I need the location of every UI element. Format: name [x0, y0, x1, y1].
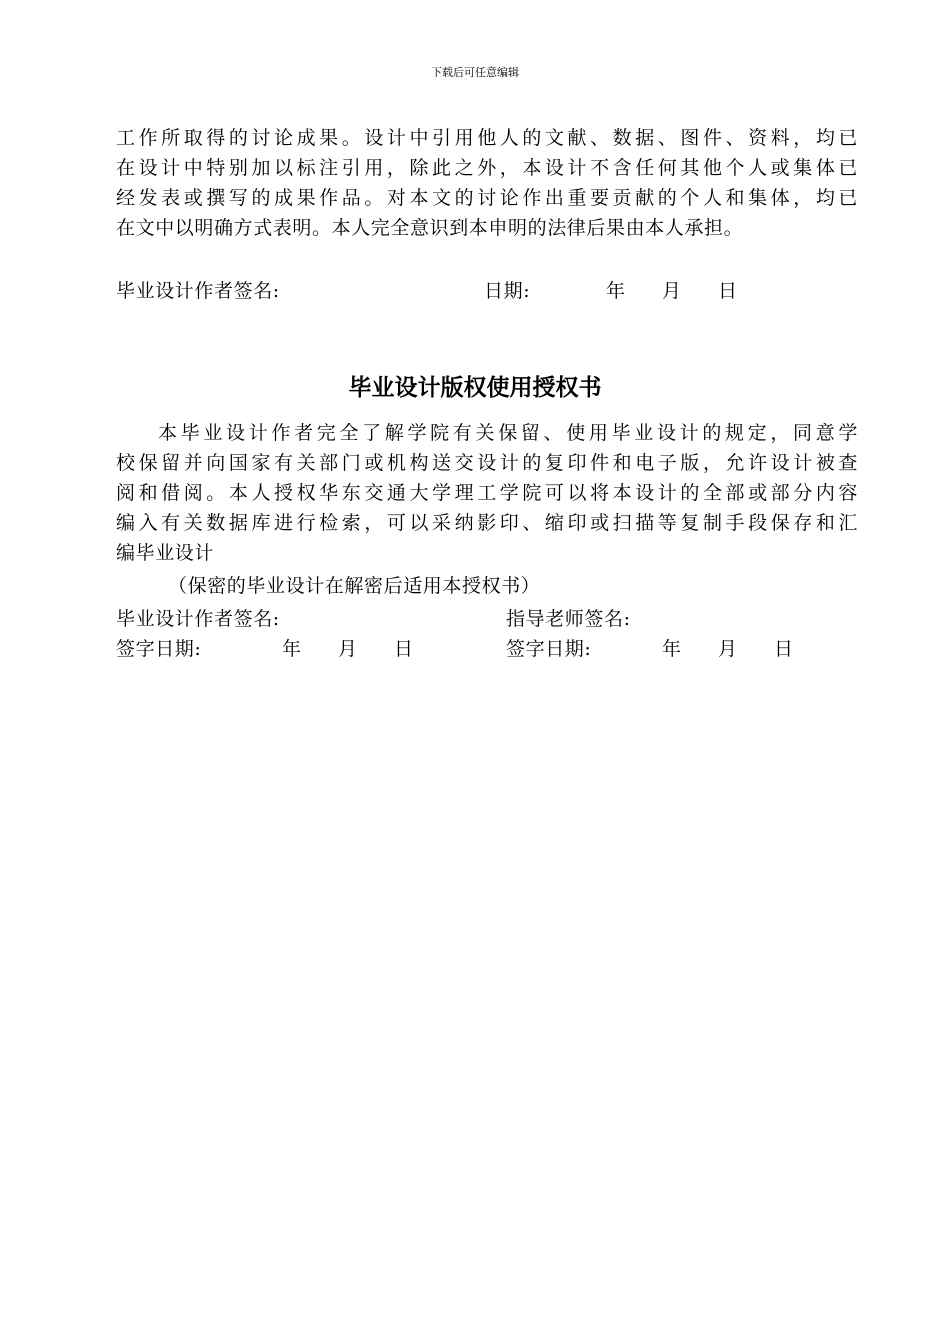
declaration-line: 经发表或撰写的成果作品。对本文的讨论作出重要贡献的个人和集体，均已 — [116, 187, 858, 209]
month-label: 月 — [662, 280, 682, 302]
confidential-note: （保密的毕业设计在解密后适用本授权书） — [168, 575, 541, 597]
authorization-line: 编入有关数据库进行检索，可以采纳影印、缩印或扫描等复制手段保存和汇 — [116, 512, 858, 534]
authorization-line: 阅和借阅。本人授权华东交通大学理工学院可以将本设计的全部或部分内容 — [116, 482, 858, 504]
author-month-label: 月 — [338, 638, 358, 660]
author-signature-label: 毕业设计作者签名: — [116, 608, 280, 630]
author-day-label: 日 — [394, 638, 414, 660]
signing-date-row — [116, 634, 858, 664]
authorization-paragraph — [116, 418, 858, 568]
date-label: 日期: — [484, 280, 531, 302]
declaration-line: 在设计中特别加以标注引用，除此之外，本设计不含任何其他个人或集体已 — [116, 157, 858, 179]
page-header: 下载后可任意编辑 — [431, 66, 519, 79]
declaration-line: 工作所取得的讨论成果。设计中引用他人的文献、数据、图件、资料，均已 — [116, 127, 858, 149]
year-label: 年 — [606, 280, 626, 302]
signature-row — [116, 604, 858, 634]
advisor-day-label: 日 — [774, 638, 794, 660]
advisor-date-label: 签字日期: — [506, 638, 592, 660]
author-signature-label: 毕业设计作者签名: — [116, 280, 280, 302]
declaration-paragraph — [116, 123, 858, 243]
authorization-line: 编毕业设计 — [116, 542, 215, 564]
advisor-signature-label: 指导老师签名: — [506, 608, 631, 630]
author-year-label: 年 — [282, 638, 302, 660]
day-label: 日 — [718, 280, 738, 302]
declaration-signature-row — [116, 276, 858, 306]
authorization-line: 本毕业设计作者完全了解学院有关保留、使用毕业设计的规定，同意学 — [158, 422, 858, 444]
advisor-year-label: 年 — [662, 638, 682, 660]
author-date-label: 签字日期: — [116, 638, 202, 660]
authorization-title: 毕业设计版权使用授权书 — [348, 375, 602, 401]
declaration-line: 在文中以明确方式表明。本人完全意识到本申明的法律后果由本人承担。 — [116, 217, 744, 239]
advisor-month-label: 月 — [718, 638, 738, 660]
authorization-line: 校保留并向国家有关部门或机构送交设计的复印件和电子版，允许设计被查 — [116, 452, 858, 474]
